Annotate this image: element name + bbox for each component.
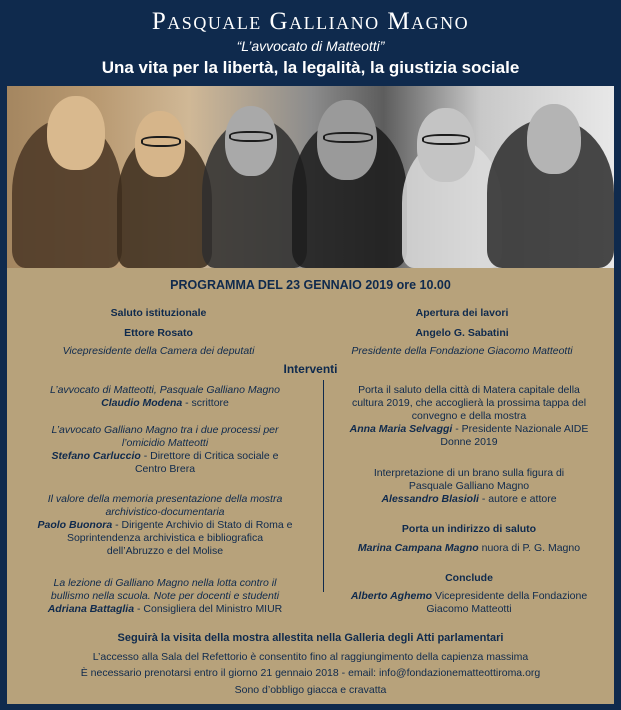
header — [0, 0, 621, 88]
glasses-icon — [323, 132, 373, 143]
glasses-icon — [229, 131, 273, 142]
program-panel — [7, 268, 614, 704]
opening-role: Presidente della Fondazione Giacomo Matteotti — [351, 345, 573, 357]
intervention-4: La lezione di Galliano Magno nella lotta contro il bullismo nella scuola. Note per docenti e studenti Adriana Battaglia - Consigliera del Ministro MIUR — [47, 577, 283, 615]
address-speaker: Marina Campana Magno nuora di P. G. Magno — [357, 542, 581, 554]
intervention-2: L’avvocato Galliano Magno tra i due processi per l’omicidio Matteotti Stefano Carluccio - Direttore di Critica sociale e Centro Brera — [51, 424, 279, 475]
dress-code: Sono d’obbligo giacca e cravatta — [234, 684, 387, 696]
subtitle-quote: “L’avvocato di Matteotti” — [236, 38, 385, 54]
program-title: PROGRAMMA DEL 23 GENNAIO 2019 ore 10.00 — [170, 278, 451, 292]
intervention-1: L’avvocato di Matteotti, Pasquale Galliano Magno Claudio Modena - scrittore — [50, 384, 280, 409]
greeting-name: Ettore Rosato — [124, 327, 193, 339]
matera-greeting: Porta il saluto della città di Matera capitale della cultura 2019, che accoglierà la prossima tappa del convegno e della mostra Anna Maria Selvaggi - Presidente Nazionale AIDE Donne 2019 — [349, 384, 589, 448]
closing-speaker: Alberto Aghemo Vicepresidente della Fondazione Giacomo Matteotti — [350, 590, 588, 615]
event-title: Pasquale Galliano Magno — [151, 8, 470, 35]
glasses-icon — [141, 136, 181, 147]
interventions-heading: Interventi — [283, 362, 338, 376]
opening-heading: Apertura dei lavori — [415, 307, 509, 319]
greeting-role: Vicepresidente della Camera dei deputati — [62, 345, 255, 357]
greeting-heading: Saluto istituzionale — [110, 307, 207, 319]
intervention-3: Il valore della memoria presentazione della mostra archivistico-documentaria Paolo Buonora - Dirigente Archivio di Stato di Roma e Soprintendenza archivistica e bibliografica dell’Abruzzo e del Molise — [37, 493, 293, 557]
access-note: L’accesso alla Sala del Refettorio è consentito fino al raggiungimento della capienza massima — [92, 651, 529, 663]
booking-note: È necessario prenotarsi entro il giorno 21 gennaio 2018 - email: info@fondazionematteottiroma.org — [80, 667, 541, 679]
portrait-6-face — [527, 104, 581, 174]
address-heading: Porta un indirizzo di saluto — [401, 523, 537, 535]
portrait-1-face — [47, 96, 105, 170]
opening-name: Angelo G. Sabatini — [415, 327, 509, 339]
closing-heading: Conclude — [445, 572, 493, 584]
portrait-collage — [7, 86, 614, 268]
tagline: Una vita per la libertà, la legalità, la giustizia sociale — [101, 58, 520, 77]
interpretation: Interpretazione di un brano sulla figura di Pasquale Galliano Magno Alessandro Blasioli - autore e attore — [373, 467, 565, 505]
portrait-5-face — [417, 108, 475, 182]
glasses-icon — [422, 134, 470, 145]
visit-note: Seguirà la visita della mostra allestita nella Galleria degli Atti parlamentari — [117, 632, 504, 644]
